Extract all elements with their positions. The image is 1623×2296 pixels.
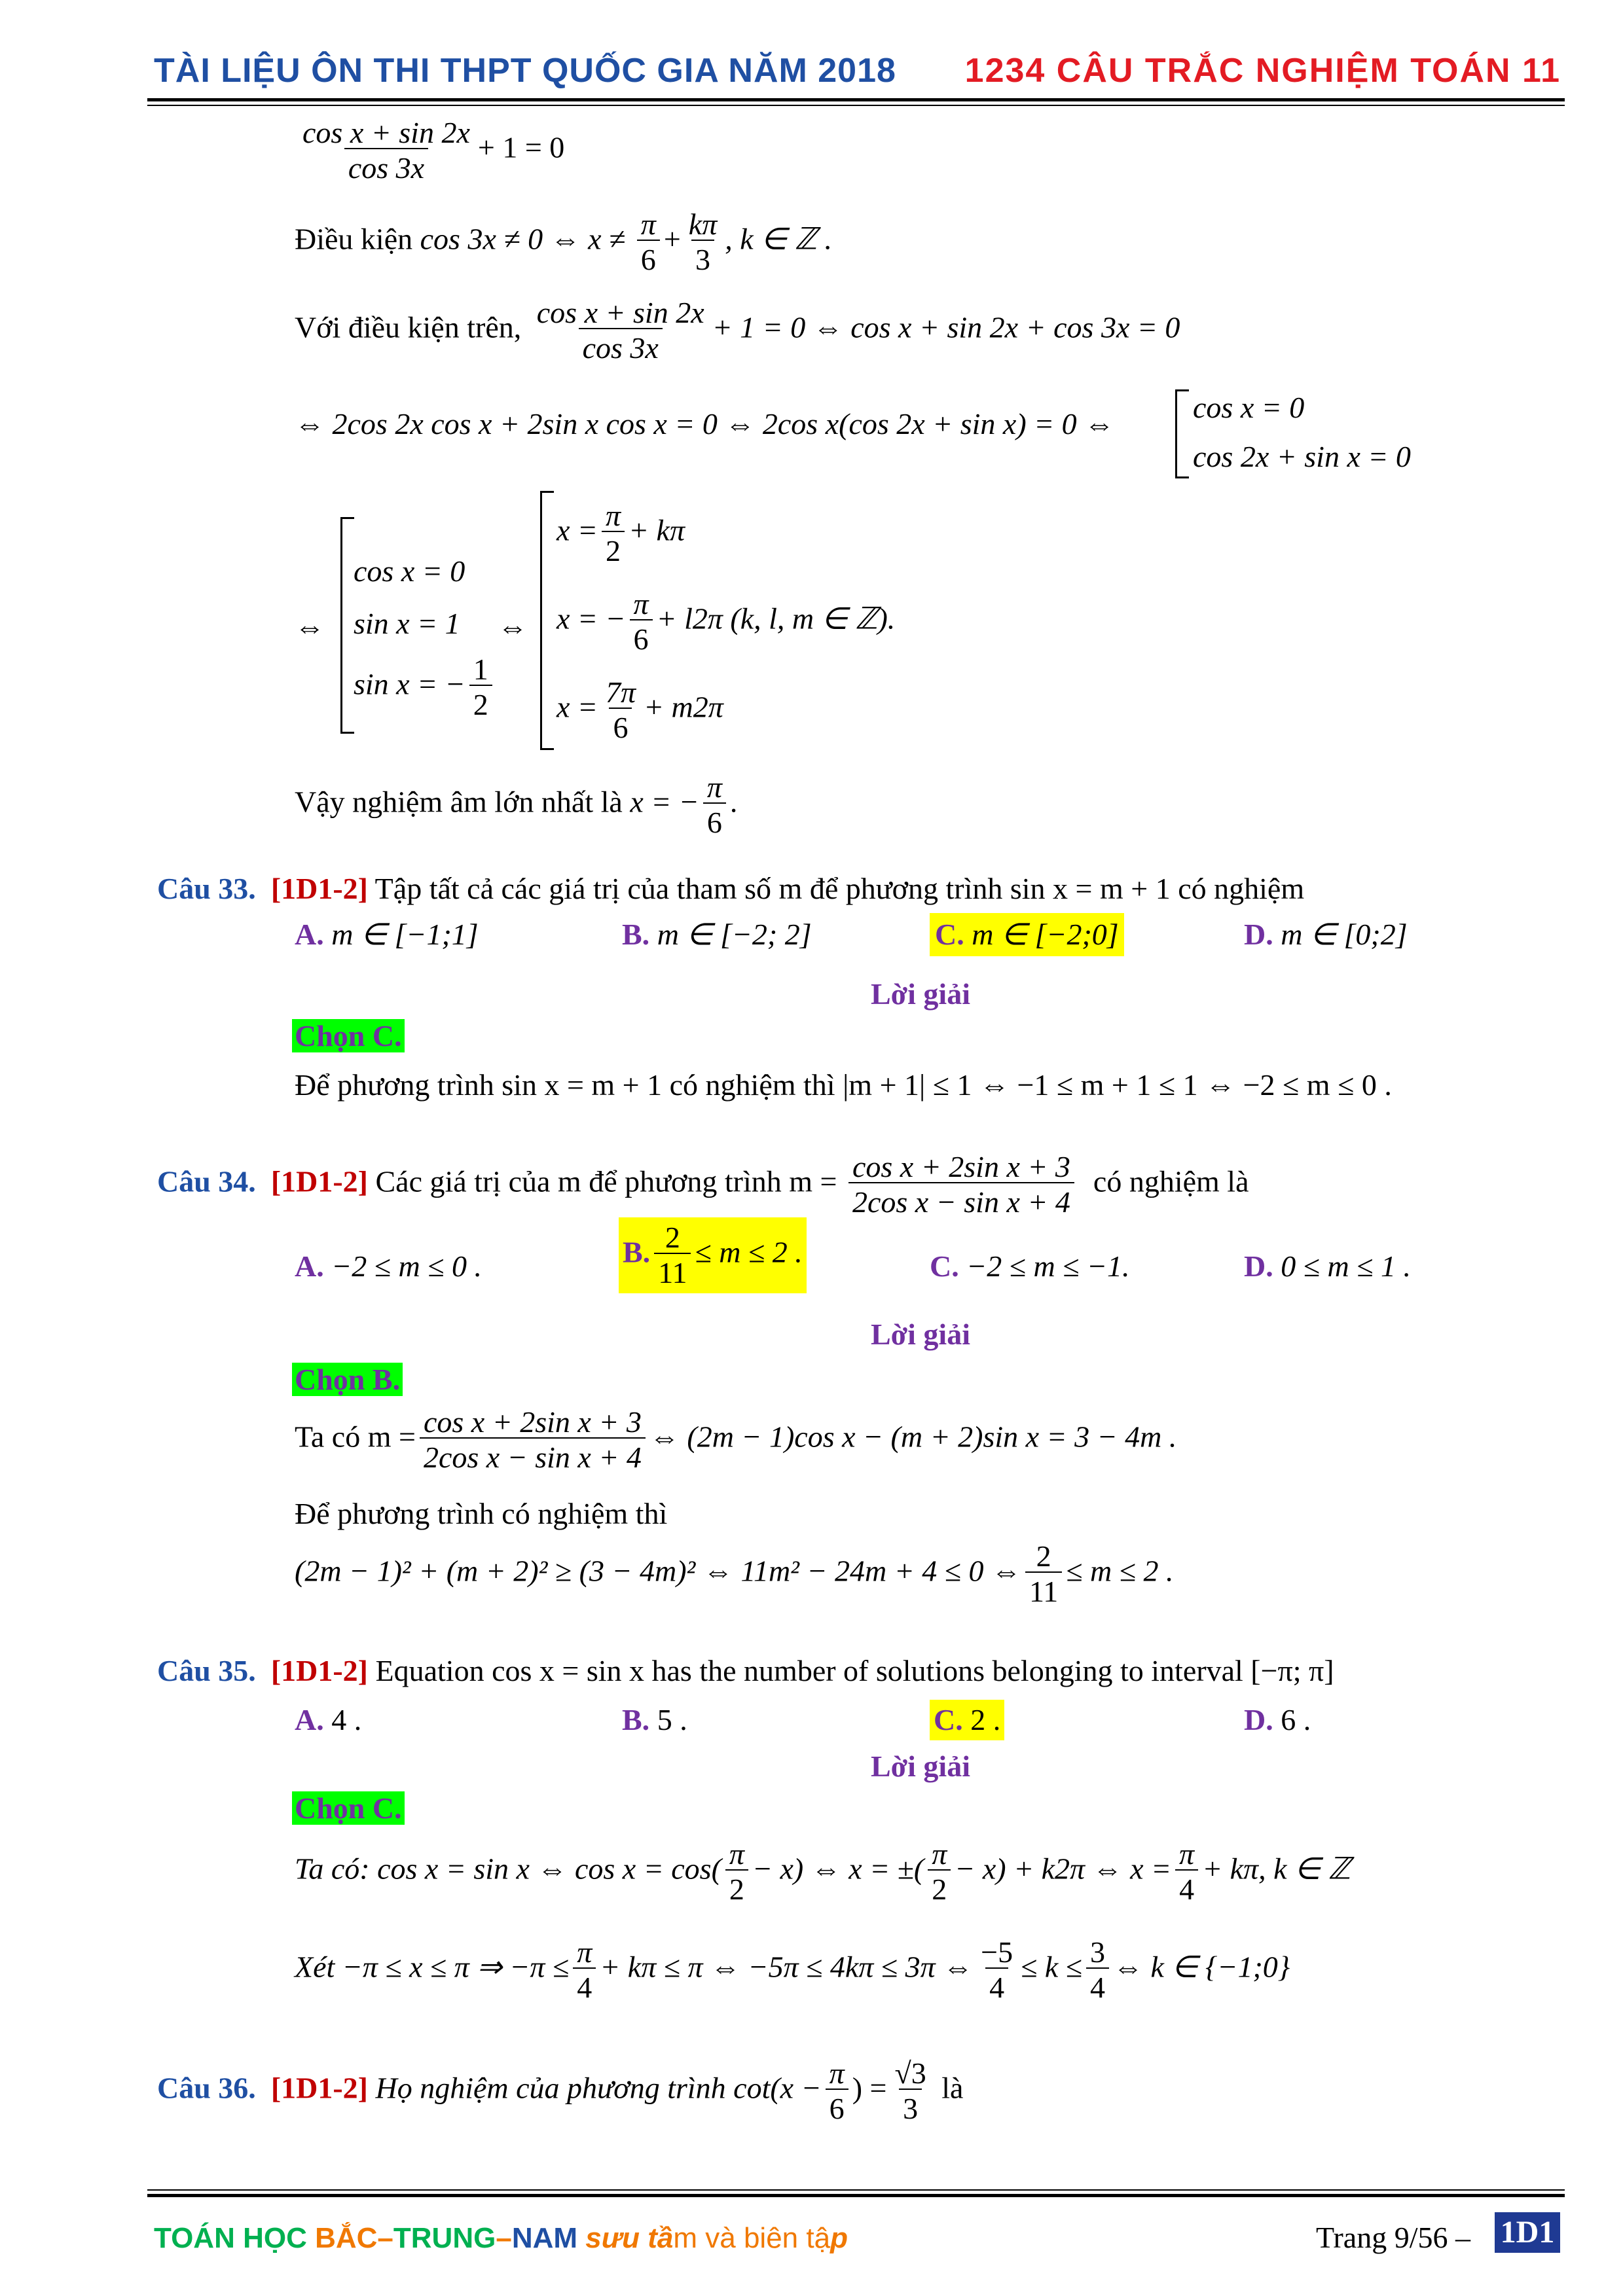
question-35: Câu 35. [1D1-2] Equation cos x = sin x has the number of solutions belonging to interval [−π; π] xyxy=(157,1654,1334,1687)
q35-step2: Xét −π ≤ x ≤ π ⇒ −π ≤ $\frac{\pi}{4}$ + kπ ≤ π ⇔ −5π ≤ 4kπ ≤ 3π ⇔ $\frac{-5}{4}$ ≤ k ≤ $\frac{3}{4}$ ⇔ k ∈ {−1;0} xyxy=(295,1935,1290,2004)
system2-line1: cos x = 0 xyxy=(354,554,465,588)
q35-option-a[interactable]: A. 4 . xyxy=(295,1703,362,1736)
q35-option-b[interactable]: B. 5 . xyxy=(622,1703,687,1736)
q35-option-c[interactable]: C. 2 . xyxy=(930,1700,1004,1740)
q34-option-a[interactable]: A. −2 ≤ m ≤ 0 . xyxy=(295,1249,482,1283)
with-condition-line: Với điều kiện trên, $\frac{\text{cos x + sin 2x}}{\cos 3x}$ + 1 = 0 ⇔ cos x + sin 2x + cos 3x = 0 xyxy=(295,296,1180,365)
header-left-title: TÀI LIỆU ÔN THI THPT QUỐC GIA NĂM 2018 xyxy=(154,52,896,90)
question-36: Câu 36. [1D1-2] Họ nghiệm của phương trình cot(x − $\frac{\pi}{6}$ ) = $\frac{√3}{3}$ là xyxy=(157,2056,964,2125)
q35-solution-heading: Lời giải xyxy=(871,1749,970,1783)
equiv-symbol: ⇔ xyxy=(295,610,325,643)
conclusion-line: Vậy nghiệm âm lớn nhất là x = − $\frac{\pi}{6}$ . xyxy=(295,770,738,839)
q34-step3: (2m − 1)² + (m + 2)² ≥ (3 − 4m)² ⇔ 11m² − 24m + 4 ≤ 0 ⇔ $\frac{2}{11}$ ≤ m ≤ 2 . xyxy=(295,1539,1174,1608)
q33-explanation: Để phương trình sin x = m + 1 có nghiệm thì |m + 1| ≤ 1 ⇔ −1 ≤ m + 1 ≤ 1 ⇔ −2 ≤ m ≤ 0 . xyxy=(295,1068,1392,1102)
system2-line2: sin x = 1 xyxy=(354,607,460,640)
footer-rule-thin xyxy=(147,2189,1565,2191)
equiv-symbol-2: ⇔ xyxy=(498,610,528,643)
q34-option-d[interactable]: D. 0 ≤ m ≤ 1 . xyxy=(1244,1249,1411,1283)
system1-line2: cos 2x + sin x = 0 xyxy=(1193,440,1411,473)
header-rule xyxy=(147,98,1565,101)
condition-line: Điều kiện cos 3x ≠ 0 ⇔ x ≠ $\frac{\pi}{6}$ + $\frac{k\pi}{3}$ , k ∈ ℤ . xyxy=(295,207,832,276)
system-bracket xyxy=(1175,389,1189,478)
question-34: Câu 34. [1D1-2] Các giá trị của m để phương trình m = $\frac{\text{cos x + 2sin x + 3}}{\text{2cos x − sin x + 4}}$ có nghiệm là xyxy=(157,1150,1249,1219)
solution-line2: x = − $\frac{\pi}{6}$ + l2π (k, l, m ∈ ℤ). xyxy=(556,587,896,656)
question-33: Câu 33. [1D1-2] Tập tất cả các giá trị của tham số m để phương trình sin x = m + 1 có nghiệm xyxy=(157,872,1305,905)
q33-solution-heading: Lời giải xyxy=(871,977,970,1011)
q35-option-d[interactable]: D. 6 . xyxy=(1244,1703,1311,1736)
solution-line1: x = $\frac{\pi}{2}$ + kπ xyxy=(556,499,685,567)
q34-step1: Ta có m = $\frac{\text{cos x + 2sin x + 3}}{\text{2cos x − sin x + 4}}$ ⇔ (2m − 1)cos x − (m + 2)sin x = 3 − 4m . xyxy=(295,1405,1177,1474)
q33-option-c[interactable]: C. m ∈ [−2;0] xyxy=(930,913,1124,956)
chapter-badge: 1D1 xyxy=(1495,2212,1560,2253)
q33-option-d[interactable]: D. m ∈ [0;2] xyxy=(1244,918,1408,951)
q33-answer: Chọn C. xyxy=(292,1021,405,1051)
q33-option-b[interactable]: B. m ∈ [−2; 2] xyxy=(622,918,812,951)
q33-option-a[interactable]: A. m ∈ [−1;1] xyxy=(295,918,479,951)
page-number: Trang 9/56 – xyxy=(1316,2221,1470,2254)
q34-solution-heading: Lời giải xyxy=(871,1318,970,1351)
footer-brand: TOÁN HỌC BẮC–TRUNG–NAM sưu tầm và biên tập xyxy=(154,2222,848,2254)
q34-option-b[interactable]: B. $\frac{2}{11}$ ≤ m ≤ 2 . xyxy=(619,1217,807,1293)
q34-option-c[interactable]: C. −2 ≤ m ≤ −1. xyxy=(930,1249,1130,1283)
system2-bracket xyxy=(340,517,354,734)
q35-step1: Ta có: cos x = sin x ⇔ cos x = cos( $\frac{\pi}{2}$ − x) ⇔ x = ±( $\frac{\pi}{2}$ − x) + k2π ⇔ x = $\frac{\pi}{4}$ + kπ, k ∈ ℤ xyxy=(295,1837,1351,1906)
system1-line1: cos x = 0 xyxy=(1193,391,1305,424)
footer-rule xyxy=(147,2194,1565,2197)
equation-start: $\frac{\text{cos x + sin 2x}}{\cos 3x}$ + 1 = 0 xyxy=(302,116,565,185)
system3-bracket xyxy=(540,491,554,750)
q34-answer: Chọn B. xyxy=(292,1365,403,1395)
header-right-title: 1234 CÂU TRẮC NGHIỆM TOÁN 11 xyxy=(964,52,1561,90)
q35-answer: Chọn C. xyxy=(292,1793,405,1823)
solution-line3: x = $\frac{7\pi}{6}$ + m2π xyxy=(556,675,723,744)
step-two-line: ⇔ 2cos 2x cos x + 2sin x cos x = 0 ⇔ 2cos x(cos 2x + sin x) = 0 ⇔ xyxy=(295,407,1115,440)
q34-step2: Để phương trình có nghiệm thì xyxy=(295,1497,668,1530)
system2-line3: sin x = − $\frac{1}{2}$ xyxy=(354,655,496,720)
header-rule-thin xyxy=(147,105,1565,106)
